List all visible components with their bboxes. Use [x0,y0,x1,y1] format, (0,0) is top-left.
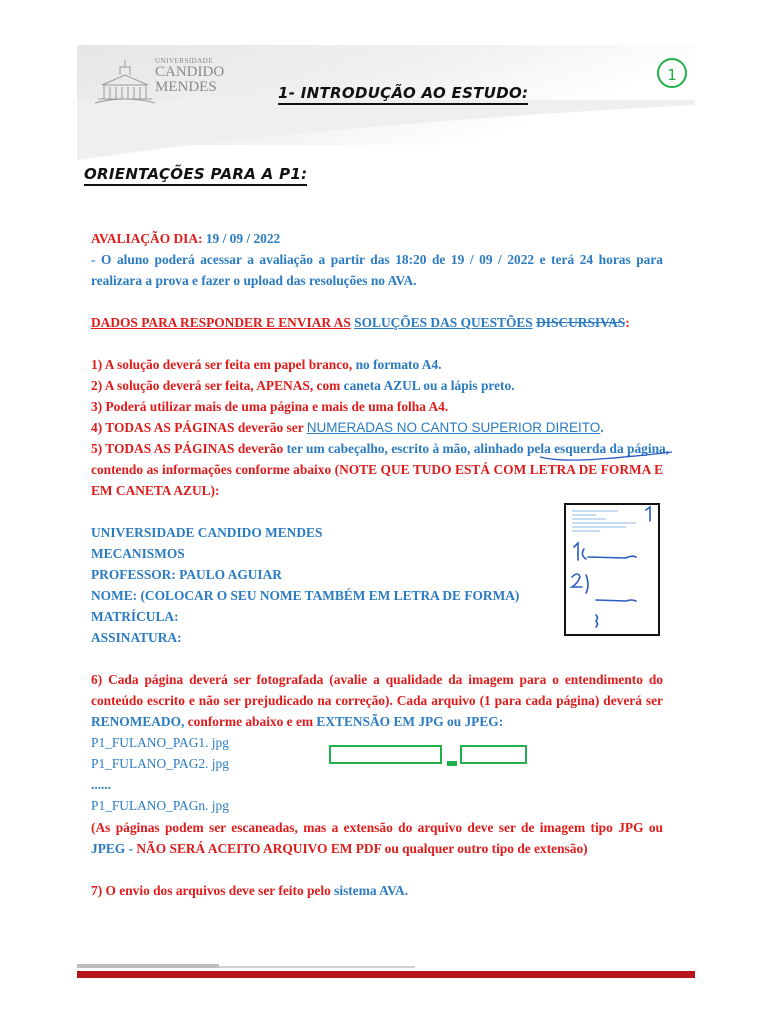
logo-line-3: MENDES [155,79,217,95]
item-4-numbering: NUMERADAS NO CANTO SUPERIOR DIREITO [306,420,601,435]
filename-highlight-box-2 [460,745,527,764]
item-5-line-2: contendo as informações conforme abaixo (NOTE QUE TUDO ESTÁ COM LETRA DE FORMA E [91,462,663,477]
item-2 [91,377,515,395]
item-1 [91,356,442,374]
logo-line-2: CANDIDO [155,64,225,80]
data-heading-part-3: DISCURSIVAS [536,315,626,330]
header-example-signature: ASSINATURA: [91,630,182,645]
item-6-line-3 [91,713,503,731]
item-5-text: 5) TODAS AS PÁGINAS deverão [91,441,284,456]
item-5-line-3: EM CANETA AZUL): [91,483,220,498]
item-2-pen: caneta AZUL ou a lápis preto. [343,378,515,393]
data-heading-part-1: DADOS PARA RESPONDER E ENVIAR AS [91,315,351,330]
header-example-name: NOME: (COLOCAR O SEU NOME TAMBÉM EM LETRA DE FORMA) [91,588,520,603]
file-name-1: P1_FULANO_PAG1. jpg [91,735,229,750]
scan-note-pdf-warning: NÃO SERÁ ACEITO ARQUIVO EM PDF ou qualquer outro tipo de extensão) [136,841,588,856]
item-1-format: no formato A4. [355,357,442,372]
item-1-text: 1) A solução deverá ser feita em papel branco, [91,357,353,372]
footer-red-bar [77,971,695,978]
subsection-heading: ORIENTAÇÕES PARA A P1: [84,165,307,186]
file-name-n: P1_FULANO_PAGn. jpg [91,798,229,813]
filename-highlight-dash [447,761,457,766]
scan-note-line-2 [91,840,588,858]
item-6-extension: EXTENSÃO EM JPG ou JPEG: [316,714,504,729]
file-name-ellipsis: ...... [91,777,112,792]
data-heading-part-4: : [625,315,630,330]
sample-page-sketch [566,505,658,634]
logo-line-1: UNIVERSIDADE [155,57,214,65]
item-6-conforme: conforme abaixo e em [187,714,314,729]
header-curve [77,100,695,160]
scan-note-line-1: (As páginas podem ser escaneadas, mas a extensão do arquivo deve ser de imagem tipo JPG ou [91,820,663,835]
item-3: 3) Poderá utilizar mais de uma página e mais de uma folha A4. [91,399,449,414]
scan-note-jpeg: JPEG - [91,841,134,856]
section-heading: 1- INTRODUÇÃO AO ESTUDO: [278,84,528,105]
item-6-line-2: conteúdo escrito e não ser prejudicado na correção). Cada arquivo (1 para cada página) deverá ser [91,693,663,708]
evaluation-label: AVALIAÇÃO DIA: [91,231,203,246]
file-name-2: P1_FULANO_PAG2. jpg [91,756,229,771]
item-6-renamed: RENOMEADO, [91,714,185,729]
item-7-text: 7) O envio dos arquivos deve ser feito pelo [91,883,331,898]
footer-gray-bar [77,964,219,968]
access-paragraph-line-2: realizara a prova e fazer o upload das resoluções no AVA. [91,273,417,288]
item-4-period: . [600,420,604,435]
item-5-header-rule: ter um cabeçalho, escrito à mão, alinhado pela esquerda da página, [286,441,670,456]
sample-page-thumbnail [564,503,660,636]
filename-highlight-box-1 [329,745,442,764]
item-2-text: 2) A solução deverá ser feita, APENAS, com [91,378,341,393]
item-7-system: sistema AVA. [334,883,409,898]
access-paragraph-line-1: - O aluno poderá acessar a avaliação a partir das 18:20 de 19 / 09 / 2022 e terá 24 horas para [91,252,663,267]
data-heading-part-2: SOLUÇÕES DAS QUESTÕES [354,315,533,330]
item-4 [91,419,604,437]
evaluation-date: 19 / 09 / 2022 [205,231,281,246]
item-5 [91,440,669,458]
item-4-text: 4) TODAS AS PÁGINAS deverão ser [91,420,304,435]
footer-gray-line [219,966,415,968]
header-example-professor: PROFESSOR: PAULO AGUIAR [91,567,282,582]
evaluation-date-line [91,230,280,248]
logo-text [155,58,224,95]
header-example-course: MECANISMOS [91,546,185,561]
header-example-registration: MATRÍCULA: [91,609,179,624]
header-example-university: UNIVERSIDADE CANDIDO MENDES [91,525,323,540]
data-instructions-heading [91,314,630,332]
item-7 [91,882,408,900]
page-number-badge: 1 [657,58,687,88]
item-6-line-1: 6) Cada página deverá ser fotografada (avalie a qualidade da imagem para o entendimento do [91,672,663,687]
